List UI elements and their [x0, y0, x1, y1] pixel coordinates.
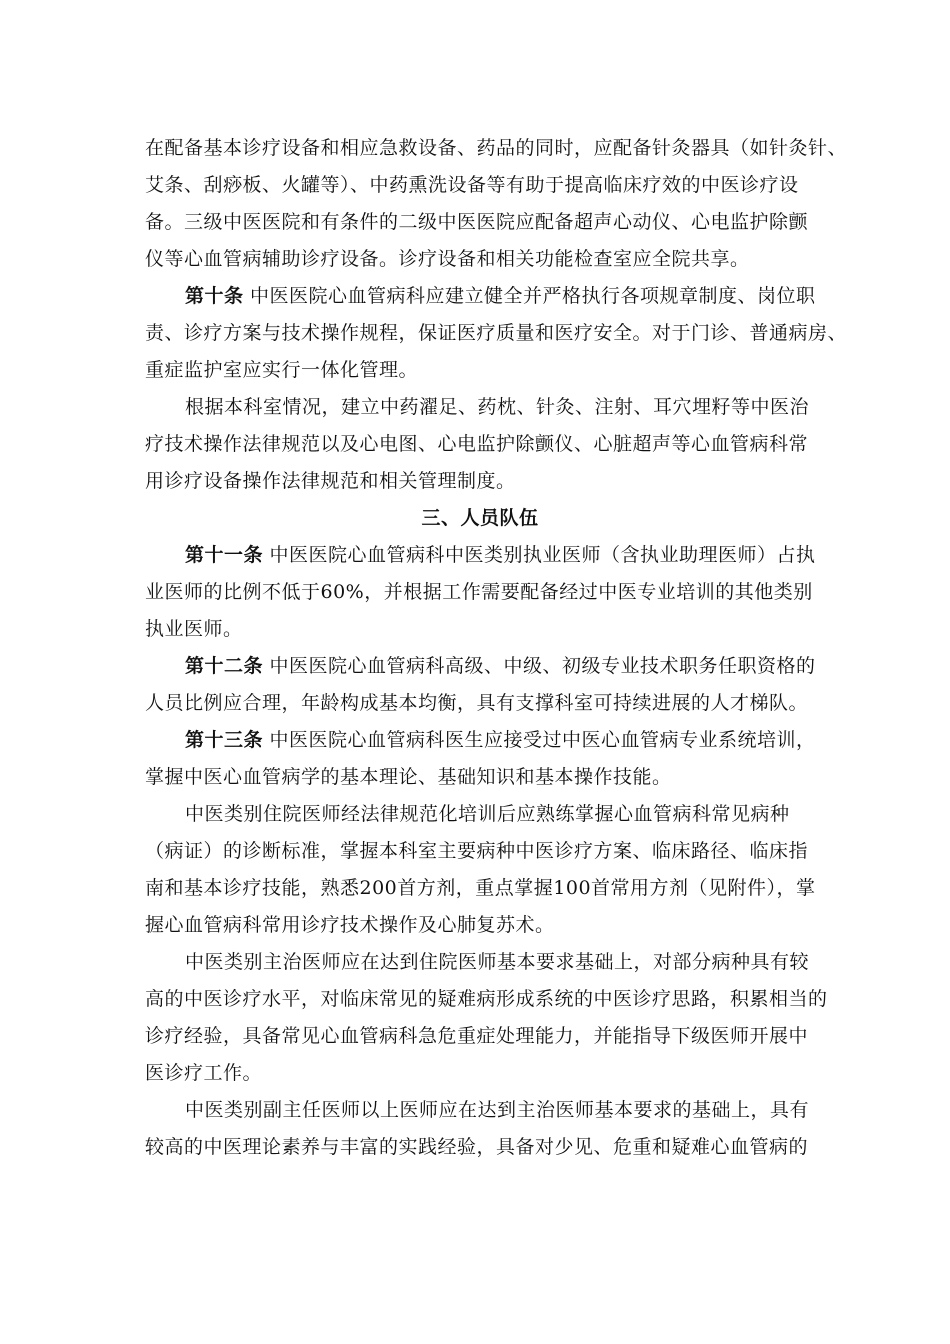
- text-line: 根据本科室情况，建立中药濯足、药枕、针灸、注射、耳穴埋籽等中医治: [185, 396, 810, 418]
- paragraph-associate: [145, 1092, 815, 1166]
- text-line: 掌握中医心血管病学的基本理论、基础知识和基本操作技能。: [145, 766, 672, 788]
- text-line: 备。三级中医医院和有条件的二级中医医院应配备超声心动仪、心电监护除颤: [145, 211, 809, 233]
- article-text: 中医医院心血管病科中医类别执业医师（含执业助理医师）占执: [263, 544, 816, 566]
- article-label: 第十二条: [185, 655, 264, 677]
- text-line: [145, 648, 815, 685]
- text-line: 疗技术操作法律规范以及心电图、心电监护除颤仪、心脏超声等心血管病科常: [145, 433, 809, 455]
- text-line: [145, 722, 815, 759]
- paragraph-rules: [145, 389, 815, 500]
- text-line: 南和基本诊疗技能，熟悉200首方剂，重点掌握100首常用方剂（见附件），掌: [145, 877, 816, 899]
- text-line: 用诊疗设备操作法律规范和相关管理制度。: [145, 470, 516, 492]
- text-line: 责、诊疗方案与技术操作规程，保证医疗质量和医疗安全。对于门诊、普通病房、: [145, 322, 848, 344]
- document-body: [145, 130, 848, 1166]
- article-13: [145, 722, 815, 796]
- text-line: 中医类别主治医师应在达到住院医师基本要求基础上，对部分病种具有较: [185, 951, 810, 973]
- text-line: （病证）的诊断标准，掌握本科室主要病种中医诊疗方案、临床路径、临床指: [145, 840, 809, 862]
- article-label: 第十三条: [185, 729, 264, 751]
- paragraph-equipment: [145, 130, 848, 278]
- text-line: 业医师的比例不低于60%，并根据工作需要配备经过中医专业培训的其他类别: [145, 581, 813, 603]
- paragraph-resident: [145, 796, 815, 944]
- article-11: [145, 537, 815, 648]
- text-line: 在配备基本诊疗设备和相应急救设备、药品的同时，应配备针灸器具（如针灸针、: [145, 137, 848, 159]
- text-line: [145, 278, 815, 315]
- text-line: 人员比例应合理，年龄构成基本均衡，具有支撑科室可持续进展的人才梯队。: [145, 692, 809, 714]
- article-10: [145, 278, 848, 389]
- text-line: 中医类别住院医师经法律规范化培训后应熟练掌握心血管病科常见病种: [185, 803, 790, 825]
- text-line: 握心血管病科常用诊疗技术操作及心肺复苏术。: [145, 914, 555, 936]
- text-line: 中医类别副主任医师以上医师应在达到主治医师基本要求的基础上，具有: [185, 1099, 810, 1121]
- paragraph-attending: [145, 944, 828, 1092]
- article-12: [145, 648, 815, 722]
- text-line: 高的中医诊疗水平，对临床常见的疑难病形成系统的中医诊疗思路，积累相当的: [145, 988, 828, 1010]
- text-line: 诊疗经验，具备常见心血管病科急危重症处理能力，并能指导下级医师开展中: [145, 1025, 809, 1047]
- section-heading: 三、人员队伍: [421, 507, 539, 529]
- text-line: [145, 537, 815, 574]
- article-label: 第十条: [185, 285, 244, 307]
- text-line: 较高的中医理论素养与丰富的实践经验，具备对少见、危重和疑难心血管病的: [145, 1136, 809, 1158]
- text-line: 执业医师。: [145, 618, 243, 640]
- article-text: 中医医院心血管病科医生应接受过中医心血管病专业系统培训，: [263, 729, 816, 751]
- text-line: 医诊疗工作。: [145, 1062, 263, 1084]
- text-line: 重症监护室应实行一体化管理。: [145, 359, 419, 381]
- text-line: 艾条、刮痧板、火罐等）、中药熏洗设备等有助于提高临床疗效的中医诊疗设: [145, 174, 799, 196]
- article-label: 第十一条: [185, 544, 264, 566]
- text-line: 仪等心血管病辅助诊疗设备。诊疗设备和相关功能检查室应全院共享。: [145, 248, 750, 270]
- article-text: 中医医院心血管病科应建立健全并严格执行各项规章制度、岗位职: [243, 285, 816, 307]
- article-text: 中医医院心血管病科高级、中级、初级专业技术职务任职资格的: [263, 655, 816, 677]
